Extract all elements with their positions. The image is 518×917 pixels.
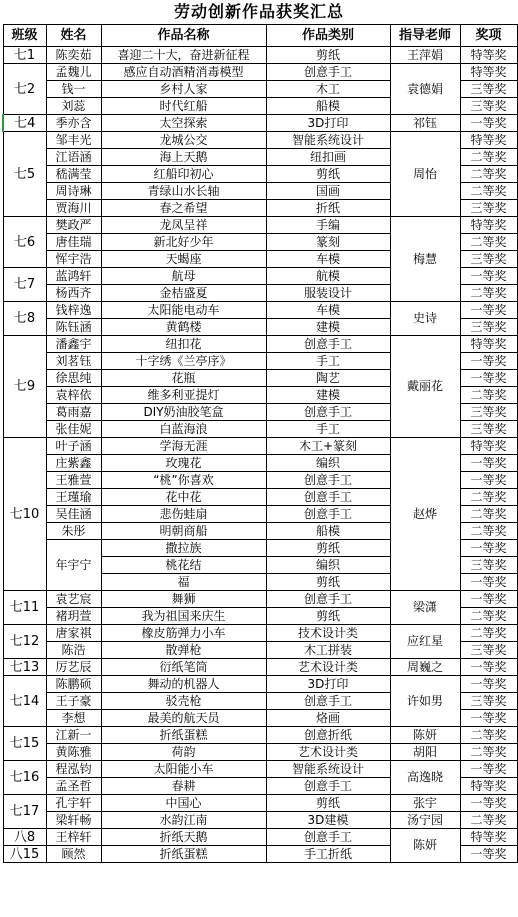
category-cell: 3D建模 [266, 812, 390, 829]
name-cell: 周诗琳 [46, 183, 101, 200]
category-cell: 手工 [266, 353, 390, 370]
name-cell: 程泓钧 [46, 761, 101, 778]
table-row [3, 115, 517, 132]
name-cell: 杨西齐 [46, 285, 101, 302]
category-cell: 船模 [266, 98, 390, 115]
header-award: 奖项 [460, 25, 517, 47]
table-row [3, 625, 517, 642]
award-cell: 一等奖 [460, 302, 517, 319]
teacher-cell: 赵烨 [390, 438, 460, 591]
work-cell: 学海无涯 [101, 438, 266, 455]
work-cell: 撒拉族 [101, 540, 266, 557]
category-cell: 剪纸 [266, 166, 390, 183]
name-cell: 恽宇浩 [46, 251, 101, 268]
award-cell: 特等奖 [460, 64, 517, 81]
award-cell: 特等奖 [460, 336, 517, 353]
name-cell: 葛雨嘉 [46, 404, 101, 421]
work-cell: 水韵江南 [101, 812, 266, 829]
award-cell: 三等奖 [460, 421, 517, 438]
name-cell: 袁艺宸 [46, 591, 101, 608]
class-cell: 七13 [3, 659, 46, 676]
table-row [3, 659, 517, 676]
awards-table [2, 24, 518, 863]
name-cell: 贾海川 [46, 200, 101, 217]
name-cell: 年宇宁 [46, 540, 101, 591]
category-cell: 艺术设计类 [266, 659, 390, 676]
class-cell: 八8 [3, 829, 46, 846]
award-cell: 一等奖 [460, 268, 517, 285]
work-cell: 十字绣《兰亭序》 [101, 353, 266, 370]
award-cell: 特等奖 [460, 47, 517, 64]
class-cell: 七6 [3, 217, 46, 268]
category-cell: 编织 [266, 455, 390, 472]
name-cell: 庄紫鑫 [46, 455, 101, 472]
award-cell: 二等奖 [460, 489, 517, 506]
name-cell: 江新一 [46, 727, 101, 744]
award-cell: 一等奖 [460, 540, 517, 557]
work-cell: 青绿山水长轴 [101, 183, 266, 200]
category-cell: 折纸 [266, 200, 390, 217]
teacher-cell: 史诗 [390, 302, 460, 336]
table-row [3, 132, 517, 149]
award-cell: 二等奖 [460, 523, 517, 540]
name-cell: 袁梓依 [46, 387, 101, 404]
award-cell: 二等奖 [460, 625, 517, 642]
name-cell: 江语涵 [46, 149, 101, 166]
header-class: 班级 [3, 25, 46, 47]
teacher-cell: 梅慧 [390, 217, 460, 302]
teacher-cell: 祁钰 [390, 115, 460, 132]
category-cell: 创意手工 [266, 404, 390, 421]
name-cell: 刘茗钰 [46, 353, 101, 370]
work-cell: 天蝎座 [101, 251, 266, 268]
class-cell: 七17 [3, 795, 46, 829]
category-cell: 航模 [266, 268, 390, 285]
category-cell: 篆刻 [266, 234, 390, 251]
category-cell: 国画 [266, 183, 390, 200]
award-cell: 二等奖 [460, 744, 517, 761]
name-cell: 吴佳涵 [46, 506, 101, 523]
table-row [3, 438, 517, 455]
award-cell: 三等奖 [460, 404, 517, 421]
teacher-cell: 袁德娟 [390, 64, 460, 115]
category-cell: 3D打印 [266, 676, 390, 693]
class-cell: 七14 [3, 676, 46, 727]
table-row [3, 761, 517, 778]
category-cell: 剪纸 [266, 608, 390, 625]
name-cell: 褚玥萱 [46, 608, 101, 625]
work-cell: “桃”你喜欢 [101, 472, 266, 489]
award-cell: 一等奖 [460, 761, 517, 778]
award-cell: 二等奖 [460, 149, 517, 166]
category-cell: 剪纸 [266, 574, 390, 591]
work-cell: 太阳能小车 [101, 761, 266, 778]
class-cell: 七7 [3, 268, 46, 302]
name-cell: 陈钰涵 [46, 319, 101, 336]
award-cell: 一等奖 [460, 574, 517, 591]
class-cell: 七1 [3, 47, 46, 64]
name-cell: 孟圣哲 [46, 778, 101, 795]
work-cell: 福 [101, 574, 266, 591]
name-cell: 季亦含 [46, 115, 101, 132]
name-cell: 朱彤 [46, 523, 101, 540]
category-cell: 木工拼装 [266, 642, 390, 659]
category-cell: 创意折纸 [266, 727, 390, 744]
award-cell: 三等奖 [460, 251, 517, 268]
work-cell: 折纸蛋糕 [101, 846, 266, 863]
work-cell: 我为祖国来庆生 [101, 608, 266, 625]
name-cell: 孟魏儿 [46, 64, 101, 81]
name-cell: 嵇满莹 [46, 166, 101, 183]
category-cell: 创意手工 [266, 64, 390, 81]
name-cell: 顾然 [46, 846, 101, 863]
teacher-cell: 汤宁园 [390, 812, 460, 829]
name-cell: 陈鹏硕 [46, 676, 101, 693]
category-cell: 服装设计 [266, 285, 390, 302]
category-cell: 纽扣画 [266, 149, 390, 166]
work-cell: 龙凤呈祥 [101, 217, 266, 234]
class-cell: 七2 [3, 64, 46, 115]
category-cell: 木工 [266, 81, 390, 98]
category-cell: 创意手工 [266, 506, 390, 523]
award-cell: 一等奖 [460, 370, 517, 387]
teacher-cell: 戴丽花 [390, 336, 460, 438]
category-cell: 剪纸 [266, 47, 390, 64]
award-cell: 三等奖 [460, 200, 517, 217]
work-cell: 衍纸笔筒 [101, 659, 266, 676]
class-cell: 七5 [3, 132, 46, 217]
category-cell: 创意手工 [266, 489, 390, 506]
name-cell: 邹丰光 [46, 132, 101, 149]
work-cell: 舞狮 [101, 591, 266, 608]
category-cell: 手编 [266, 217, 390, 234]
work-cell: 太空探索 [101, 115, 266, 132]
category-cell: 艺术设计类 [266, 744, 390, 761]
award-cell: 特等奖 [460, 217, 517, 234]
award-cell: 特等奖 [460, 829, 517, 846]
award-cell: 二等奖 [460, 387, 517, 404]
award-cell: 特等奖 [460, 438, 517, 455]
category-cell: 创意手工 [266, 693, 390, 710]
category-cell: 建模 [266, 387, 390, 404]
work-cell: DIY奶油胶笔盒 [101, 404, 266, 421]
teacher-cell: 梁潇 [390, 591, 460, 625]
category-cell: 创意手工 [266, 472, 390, 489]
award-cell: 三等奖 [460, 81, 517, 98]
category-cell: 车模 [266, 302, 390, 319]
table-row [3, 829, 517, 846]
award-cell: 二等奖 [460, 166, 517, 183]
category-cell: 智能系统设计 [266, 761, 390, 778]
teacher-cell: 应红星 [390, 625, 460, 659]
name-cell: 徐思纯 [46, 370, 101, 387]
work-cell: 时代红船 [101, 98, 266, 115]
category-cell: 陶艺 [266, 370, 390, 387]
name-cell: 王子豪 [46, 693, 101, 710]
name-cell: 王梓轩 [46, 829, 101, 846]
category-cell: 木工+篆刻 [266, 438, 390, 455]
name-cell: 陈奕茹 [46, 47, 101, 64]
class-cell: 七4 [3, 115, 46, 132]
award-cell: 二等奖 [460, 727, 517, 744]
header-category: 作品类别 [266, 25, 390, 47]
work-cell: 折纸天鹅 [101, 829, 266, 846]
name-cell: 钱一 [46, 81, 101, 98]
table-row [3, 676, 517, 693]
work-cell: 龙城公交 [101, 132, 266, 149]
table-row [3, 217, 517, 234]
name-cell: 王瑾瑜 [46, 489, 101, 506]
name-cell: 唐佳瑞 [46, 234, 101, 251]
work-cell: 最美的航天员 [101, 710, 266, 727]
name-cell: 唐家祺 [46, 625, 101, 642]
work-cell: 太阳能电动车 [101, 302, 266, 319]
table-row [3, 302, 517, 319]
work-cell: 散弹枪 [101, 642, 266, 659]
category-cell: 船模 [266, 523, 390, 540]
category-cell: 智能系统设计 [266, 132, 390, 149]
work-cell: 驳壳枪 [101, 693, 266, 710]
table-row [3, 812, 517, 829]
category-cell: 技术设计类 [266, 625, 390, 642]
table-row [3, 744, 517, 761]
award-cell: 一等奖 [460, 353, 517, 370]
category-cell: 手工 [266, 421, 390, 438]
category-cell: 建模 [266, 319, 390, 336]
category-cell: 手工折纸 [266, 846, 390, 863]
award-cell: 一等奖 [460, 115, 517, 132]
name-cell: 陈浩 [46, 642, 101, 659]
page-title: 劳动创新作品获奖汇总 [173, 2, 344, 21]
work-cell: 纽扣花 [101, 336, 266, 353]
award-cell: 一等奖 [460, 676, 517, 693]
award-cell: 二等奖 [460, 285, 517, 302]
award-cell: 三等奖 [460, 693, 517, 710]
work-cell: 白蓝海浪 [101, 421, 266, 438]
work-cell: 花瓶 [101, 370, 266, 387]
teacher-cell: 周怡 [390, 132, 460, 217]
table-row [3, 795, 517, 812]
category-cell: 创意手工 [266, 778, 390, 795]
award-cell: 三等奖 [460, 319, 517, 336]
work-cell: 航母 [101, 268, 266, 285]
work-cell: 海上天鹅 [101, 149, 266, 166]
category-cell: 烙画 [266, 710, 390, 727]
work-cell: 金桔盛夏 [101, 285, 266, 302]
work-cell: 黄鹤楼 [101, 319, 266, 336]
work-cell: 维多利亚提灯 [101, 387, 266, 404]
category-cell: 车模 [266, 251, 390, 268]
name-cell: 樊政严 [46, 217, 101, 234]
name-cell: 李想 [46, 710, 101, 727]
work-cell: 花中花 [101, 489, 266, 506]
class-cell: 七9 [3, 336, 46, 438]
name-cell: 潘鑫宇 [46, 336, 101, 353]
work-cell: 桃花结 [101, 557, 266, 574]
award-cell: 一等奖 [460, 472, 517, 489]
name-cell: 孔宇轩 [46, 795, 101, 812]
teacher-cell: 王萍娟 [390, 47, 460, 64]
class-cell: 七15 [3, 727, 46, 761]
teacher-cell: 胡阳 [390, 744, 460, 761]
award-cell: 特等奖 [460, 778, 517, 795]
class-cell: 七12 [3, 625, 46, 659]
work-cell: 红船印初心 [101, 166, 266, 183]
award-cell: 二等奖 [460, 234, 517, 251]
category-cell: 创意手工 [266, 336, 390, 353]
work-cell: 中国心 [101, 795, 266, 812]
work-cell: 舞动的机器人 [101, 676, 266, 693]
name-cell: 钱梓逸 [46, 302, 101, 319]
name-cell: 张佳妮 [46, 421, 101, 438]
category-cell: 创意手工 [266, 829, 390, 846]
category-cell: 剪纸 [266, 540, 390, 557]
work-cell: 荷韵 [101, 744, 266, 761]
table-row [3, 336, 517, 353]
category-cell: 编织 [266, 557, 390, 574]
award-cell: 二等奖 [460, 812, 517, 829]
header-teacher: 指导老师 [390, 25, 460, 47]
award-cell: 三等奖 [460, 557, 517, 574]
award-cell: 一等奖 [460, 795, 517, 812]
teacher-cell: 张宇 [390, 795, 460, 812]
class-cell: 八15 [3, 846, 46, 863]
class-cell: 七8 [3, 302, 46, 336]
award-cell: 一等奖 [460, 846, 517, 863]
header-row [3, 25, 517, 47]
name-cell: 刘蕊 [46, 98, 101, 115]
header-work: 作品名称 [101, 25, 266, 47]
category-cell: 创意手工 [266, 591, 390, 608]
teacher-cell: 高逸晓 [390, 761, 460, 795]
name-cell: 王雅萱 [46, 472, 101, 489]
award-cell: 特等奖 [460, 132, 517, 149]
work-cell: 明朝商船 [101, 523, 266, 540]
work-cell: 喜迎二十大，奋进新征程 [101, 47, 266, 64]
teacher-cell: 陈妍 [390, 727, 460, 744]
teacher-cell: 周巍之 [390, 659, 460, 676]
class-cell: 七16 [3, 761, 46, 795]
teacher-cell: 陈妍 [390, 829, 460, 863]
category-cell: 剪纸 [266, 795, 390, 812]
work-cell: 乡村人家 [101, 81, 266, 98]
teacher-cell: 许如男 [390, 676, 460, 727]
name-cell: 叶子涵 [46, 438, 101, 455]
work-cell: 春之希望 [101, 200, 266, 217]
work-cell: 悲伤蛙扇 [101, 506, 266, 523]
table-row [3, 64, 517, 81]
class-cell: 七10 [3, 438, 46, 591]
award-cell: 一等奖 [460, 659, 517, 676]
work-cell: 感应自动酒精消毒模型 [101, 64, 266, 81]
award-cell: 三等奖 [460, 642, 517, 659]
name-cell: 黄陈雅 [46, 744, 101, 761]
table-row [3, 591, 517, 608]
name-cell: 蓝鸿轩 [46, 268, 101, 285]
work-cell: 春耕 [101, 778, 266, 795]
table-row [3, 47, 517, 64]
class-cell: 七11 [3, 591, 46, 625]
award-cell: 二等奖 [460, 506, 517, 523]
header-name: 姓名 [46, 25, 101, 47]
name-cell: 厉艺辰 [46, 659, 101, 676]
award-cell: 一等奖 [460, 591, 517, 608]
name-cell: 梁轩畅 [46, 812, 101, 829]
award-cell: 二等奖 [460, 608, 517, 625]
award-cell: 二等奖 [460, 183, 517, 200]
work-cell: 玫瑰花 [101, 455, 266, 472]
work-cell: 新北好少年 [101, 234, 266, 251]
category-cell: 3D打印 [266, 115, 390, 132]
work-cell: 橡皮筋弹力小车 [101, 625, 266, 642]
award-cell: 一等奖 [460, 455, 517, 472]
work-cell: 折纸蛋糕 [101, 727, 266, 744]
award-cell: 三等奖 [460, 98, 517, 115]
award-cell: 一等奖 [460, 710, 517, 727]
table-row [3, 727, 517, 744]
